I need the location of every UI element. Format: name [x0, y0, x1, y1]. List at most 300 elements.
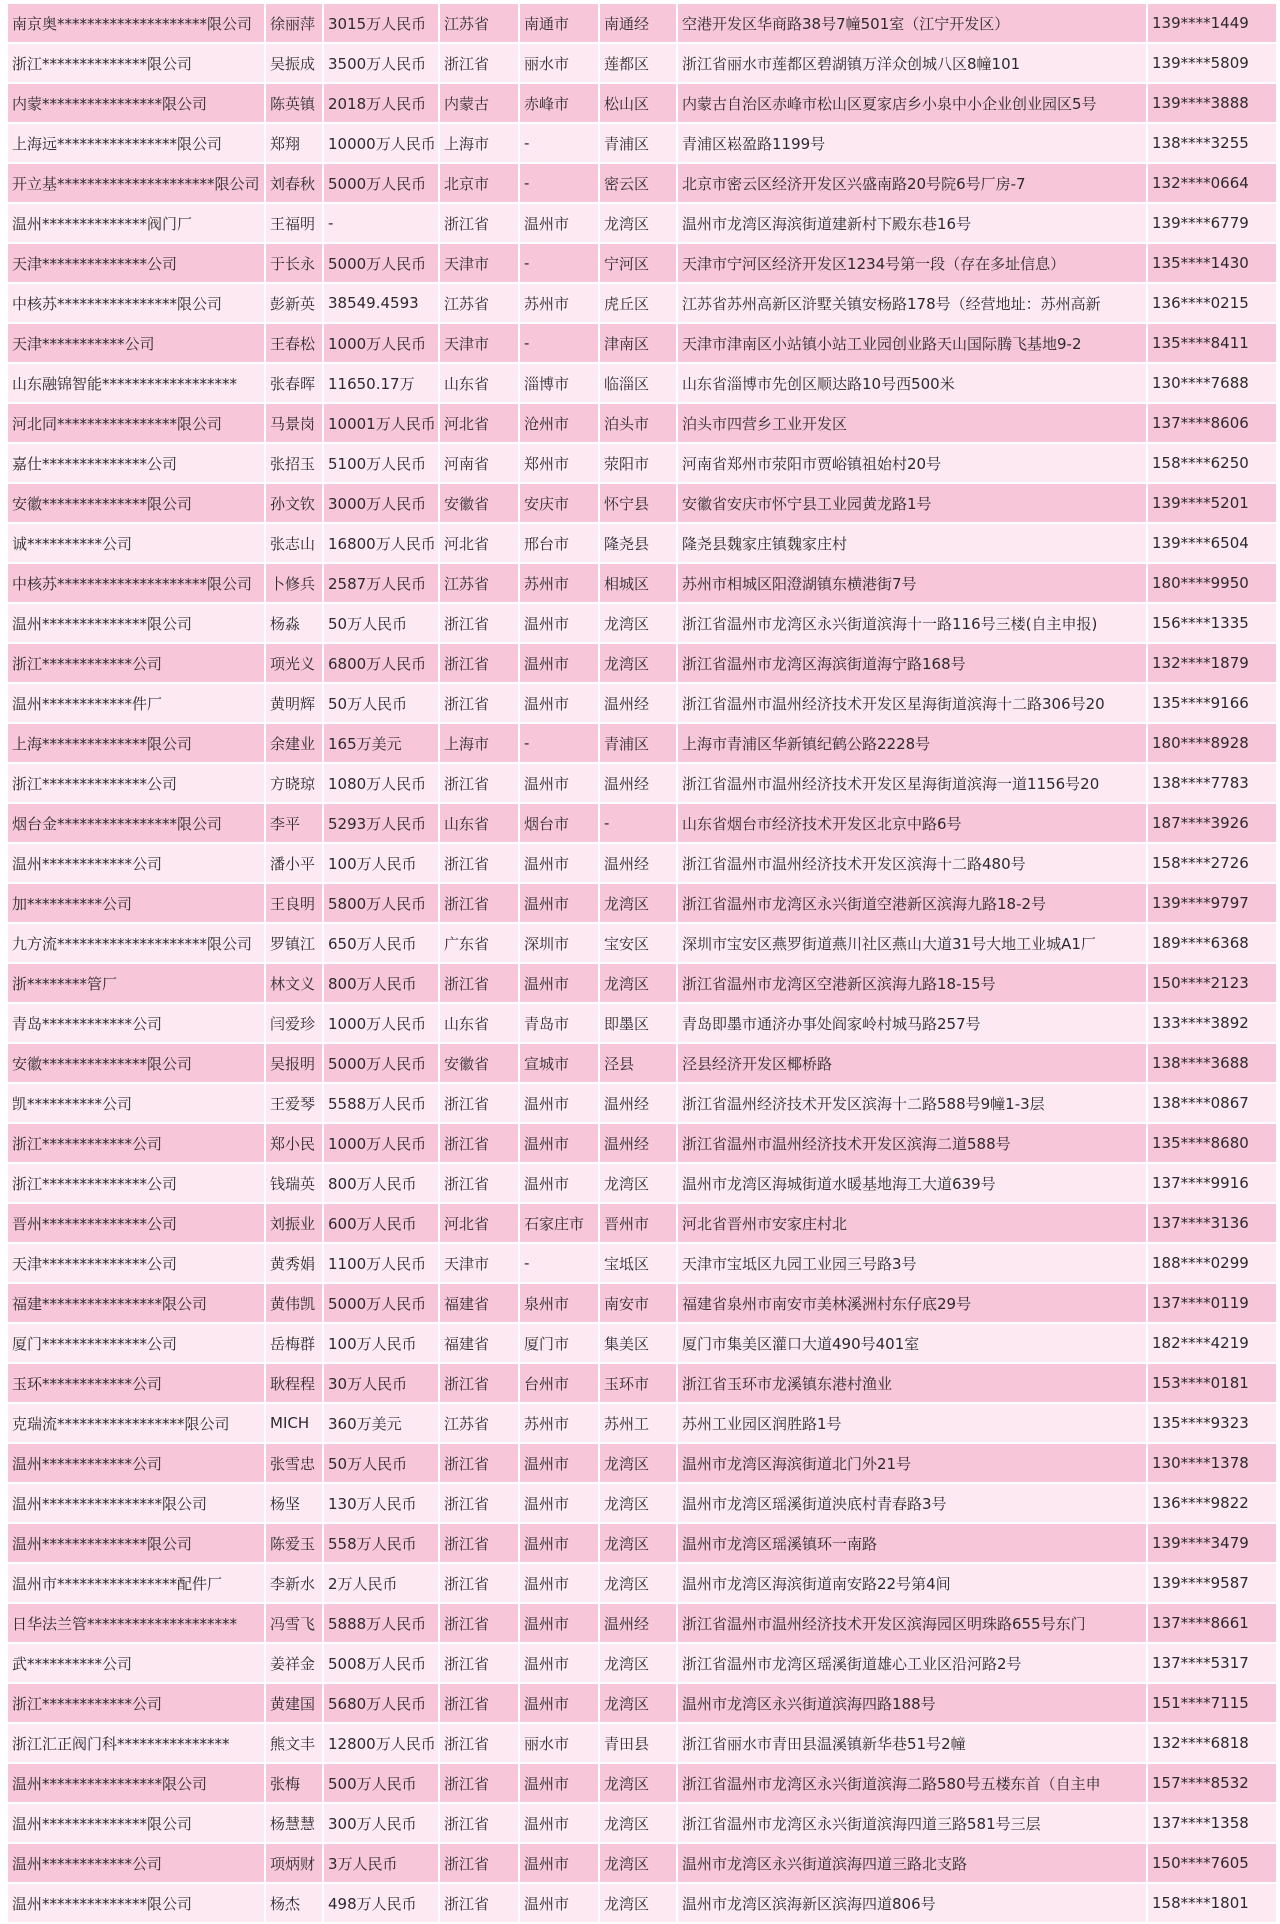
phone-cell: 157****8532: [1147, 1763, 1277, 1803]
district-cell: 龙湾区: [599, 883, 677, 923]
phone-cell: 133****3892: [1147, 1003, 1277, 1043]
registered-capital-cell: 800万人民币: [323, 1163, 439, 1203]
city-cell: -: [519, 243, 599, 283]
city-cell: 丽水市: [519, 1723, 599, 1763]
province-cell: 浙江省: [439, 1803, 519, 1843]
legal-person-cell: 彭新英: [265, 283, 323, 323]
city-cell: -: [519, 323, 599, 363]
district-cell: -: [599, 803, 677, 843]
address-cell: 天津市宝坻区九园工业园三号路3号: [677, 1243, 1147, 1283]
registered-capital-cell: 100万人民币: [323, 1323, 439, 1363]
table-row: [7, 763, 1277, 803]
legal-person-cell: 陈爱玉: [265, 1523, 323, 1563]
address-cell: 河南省郑州市荥阳市贾峪镇祖始村20号: [677, 443, 1147, 483]
phone-cell: 180****8928: [1147, 723, 1277, 763]
address-cell: 浙江省温州市龙湾区永兴街道空港新区滨海九路18-2号: [677, 883, 1147, 923]
province-cell: 浙江省: [439, 1723, 519, 1763]
table-row: [7, 323, 1277, 363]
city-cell: 温州市: [519, 1603, 599, 1643]
registered-capital-cell: 5293万人民币: [323, 803, 439, 843]
table-row: [7, 1883, 1277, 1923]
address-cell: 福建省泉州市南安市美林溪洲村东仔底29号: [677, 1283, 1147, 1323]
phone-cell: 139****5809: [1147, 43, 1277, 83]
registered-capital-cell: 50万人民币: [323, 603, 439, 643]
legal-person-cell: 陈英镇: [265, 83, 323, 123]
district-cell: 龙湾区: [599, 1843, 677, 1883]
province-cell: 浙江省: [439, 1603, 519, 1643]
legal-person-cell: 李平: [265, 803, 323, 843]
province-cell: 福建省: [439, 1323, 519, 1363]
city-cell: 苏州市: [519, 563, 599, 603]
district-cell: 相城区: [599, 563, 677, 603]
company-name-cell: 内蒙****************限公司: [7, 83, 265, 123]
registered-capital-cell: 3000万人民币: [323, 483, 439, 523]
registered-capital-cell: 1000万人民币: [323, 323, 439, 363]
province-cell: 江苏省: [439, 1403, 519, 1443]
registered-capital-cell: 5000万人民币: [323, 243, 439, 283]
city-cell: 温州市: [519, 1083, 599, 1123]
address-cell: 浙江省丽水市青田县温溪镇新华巷51号2幢: [677, 1723, 1147, 1763]
table-row: [7, 83, 1277, 123]
registered-capital-cell: 5000万人民币: [323, 1283, 439, 1323]
province-cell: 河南省: [439, 443, 519, 483]
city-cell: 安庆市: [519, 483, 599, 523]
registered-capital-cell: 5680万人民币: [323, 1683, 439, 1723]
district-cell: 龙湾区: [599, 1163, 677, 1203]
registered-capital-cell: 2018万人民币: [323, 83, 439, 123]
phone-cell: 130****7688: [1147, 363, 1277, 403]
registered-capital-cell: 2万人民币: [323, 1563, 439, 1603]
company-name-cell: 温州************公司: [7, 843, 265, 883]
city-cell: 深圳市: [519, 923, 599, 963]
city-cell: 温州市: [519, 603, 599, 643]
table-row: [7, 883, 1277, 923]
address-cell: 青浦区崧盈路1199号: [677, 123, 1147, 163]
table-row: [7, 803, 1277, 843]
company-name-cell: 温州****************限公司: [7, 1483, 265, 1523]
address-cell: 温州市龙湾区海城街道水暖基地海工大道639号: [677, 1163, 1147, 1203]
city-cell: 石家庄市: [519, 1203, 599, 1243]
phone-cell: 138****3255: [1147, 123, 1277, 163]
address-cell: 浙江省温州市温州经济技术开发区星海街道滨海十二路306号20: [677, 683, 1147, 723]
province-cell: 浙江省: [439, 1483, 519, 1523]
legal-person-cell: 李新水: [265, 1563, 323, 1603]
city-cell: -: [519, 123, 599, 163]
province-cell: 浙江省: [439, 643, 519, 683]
registered-capital-cell: 3500万人民币: [323, 43, 439, 83]
phone-cell: 138****7783: [1147, 763, 1277, 803]
legal-person-cell: 张梅: [265, 1763, 323, 1803]
company-name-cell: 温州************件厂: [7, 683, 265, 723]
address-cell: 苏州市相城区阳澄湖镇东横港街7号: [677, 563, 1147, 603]
table-row: [7, 403, 1277, 443]
city-cell: 苏州市: [519, 1403, 599, 1443]
company-name-cell: 浙江************公司: [7, 1123, 265, 1163]
address-cell: 浙江省温州市温州经济技术开发区滨海园区明珠路655号东门: [677, 1603, 1147, 1643]
district-cell: 温州经: [599, 683, 677, 723]
phone-cell: 130****1378: [1147, 1443, 1277, 1483]
phone-cell: 137****8606: [1147, 403, 1277, 443]
phone-cell: 188****0299: [1147, 1243, 1277, 1283]
district-cell: 密云区: [599, 163, 677, 203]
registered-capital-cell: 165万美元: [323, 723, 439, 763]
city-cell: 温州市: [519, 883, 599, 923]
registered-capital-cell: -: [323, 203, 439, 243]
address-cell: 浙江省温州市龙湾区永兴街道滨海十一路116号三楼(自主申报): [677, 603, 1147, 643]
company-name-cell: 烟台金****************限公司: [7, 803, 265, 843]
phone-cell: 150****7605: [1147, 1843, 1277, 1883]
province-cell: 江苏省: [439, 283, 519, 323]
address-cell: 天津市宁河区经济开发区1234号第一段（存在多址信息）: [677, 243, 1147, 283]
district-cell: 龙湾区: [599, 1523, 677, 1563]
city-cell: 温州市: [519, 203, 599, 243]
registered-capital-cell: 5588万人民币: [323, 1083, 439, 1123]
company-name-cell: 玉环************公司: [7, 1363, 265, 1403]
city-cell: 温州市: [519, 1883, 599, 1923]
table-row: [7, 363, 1277, 403]
registered-capital-cell: 1100万人民币: [323, 1243, 439, 1283]
district-cell: 津南区: [599, 323, 677, 363]
address-cell: 天津市津南区小站镇小站工业园创业路天山国际腾飞基地9-2: [677, 323, 1147, 363]
province-cell: 上海市: [439, 723, 519, 763]
company-name-cell: 浙********管厂: [7, 963, 265, 1003]
company-name-cell: 中核苏********************限公司: [7, 563, 265, 603]
district-cell: 温州经: [599, 763, 677, 803]
company-table: [6, 2, 1278, 1924]
address-cell: 安徽省安庆市怀宁县工业园黄龙路1号: [677, 483, 1147, 523]
table-row: [7, 523, 1277, 563]
province-cell: 山东省: [439, 363, 519, 403]
registered-capital-cell: 5800万人民币: [323, 883, 439, 923]
phone-cell: 139****6504: [1147, 523, 1277, 563]
company-name-cell: 安徽**************限公司: [7, 1043, 265, 1083]
province-cell: 浙江省: [439, 1563, 519, 1603]
registered-capital-cell: 5100万人民币: [323, 443, 439, 483]
address-cell: 浙江省温州市温州经济技术开发区滨海二道588号: [677, 1123, 1147, 1163]
company-name-cell: 温州**************阀门厂: [7, 203, 265, 243]
address-cell: 温州市龙湾区海滨街道北门外21号: [677, 1443, 1147, 1483]
phone-cell: 137****9916: [1147, 1163, 1277, 1203]
phone-cell: 139****5201: [1147, 483, 1277, 523]
table-row: [7, 1363, 1277, 1403]
company-name-cell: 浙江汇正阀门科***************: [7, 1723, 265, 1763]
province-cell: 浙江省: [439, 1763, 519, 1803]
district-cell: 龙湾区: [599, 603, 677, 643]
legal-person-cell: 方晓琼: [265, 763, 323, 803]
city-cell: -: [519, 723, 599, 763]
city-cell: 温州市: [519, 1763, 599, 1803]
table-row: [7, 243, 1277, 283]
province-cell: 浙江省: [439, 603, 519, 643]
table-row: [7, 1443, 1277, 1483]
phone-cell: 156****1335: [1147, 603, 1277, 643]
city-cell: 泉州市: [519, 1283, 599, 1323]
city-cell: 温州市: [519, 763, 599, 803]
company-name-cell: 浙江**************公司: [7, 1163, 265, 1203]
address-cell: 浙江省温州经济技术开发区滨海十二路588号9幢1-3层: [677, 1083, 1147, 1123]
phone-cell: 180****9950: [1147, 563, 1277, 603]
district-cell: 温州经: [599, 1603, 677, 1643]
registered-capital-cell: 2587万人民币: [323, 563, 439, 603]
registered-capital-cell: 5000万人民币: [323, 163, 439, 203]
registered-capital-cell: 558万人民币: [323, 1523, 439, 1563]
city-cell: 宣城市: [519, 1043, 599, 1083]
company-name-cell: 日华法兰管********************: [7, 1603, 265, 1643]
company-name-cell: 加**********公司: [7, 883, 265, 923]
legal-person-cell: 马景岗: [265, 403, 323, 443]
legal-person-cell: 杨慧慧: [265, 1803, 323, 1843]
legal-person-cell: 郑小民: [265, 1123, 323, 1163]
legal-person-cell: 张招玉: [265, 443, 323, 483]
legal-person-cell: MICH: [265, 1403, 323, 1443]
phone-cell: 158****6250: [1147, 443, 1277, 483]
company-name-cell: 克瑞流*****************限公司: [7, 1403, 265, 1443]
address-cell: 苏州工业园区润胜路1号: [677, 1403, 1147, 1443]
table-row: [7, 1563, 1277, 1603]
city-cell: 青岛市: [519, 1003, 599, 1043]
registered-capital-cell: 6800万人民币: [323, 643, 439, 683]
city-cell: 温州市: [519, 643, 599, 683]
address-cell: 上海市青浦区华新镇纪鹤公路2228号: [677, 723, 1147, 763]
district-cell: 泊头市: [599, 403, 677, 443]
district-cell: 莲都区: [599, 43, 677, 83]
district-cell: 温州经: [599, 843, 677, 883]
city-cell: 台州市: [519, 1363, 599, 1403]
registered-capital-cell: 10001万人民币: [323, 403, 439, 443]
district-cell: 龙湾区: [599, 203, 677, 243]
table-row: [7, 683, 1277, 723]
registered-capital-cell: 5000万人民币: [323, 1043, 439, 1083]
legal-person-cell: 刘春秋: [265, 163, 323, 203]
phone-cell: 135****9166: [1147, 683, 1277, 723]
phone-cell: 132****0664: [1147, 163, 1277, 203]
district-cell: 龙湾区: [599, 1883, 677, 1923]
address-cell: 浙江省温州市龙湾区空港新区滨海九路18-15号: [677, 963, 1147, 1003]
district-cell: 龙湾区: [599, 1483, 677, 1523]
city-cell: 温州市: [519, 683, 599, 723]
legal-person-cell: 卜修兵: [265, 563, 323, 603]
company-name-cell: 青岛************公司: [7, 1003, 265, 1043]
table-row: [7, 1243, 1277, 1283]
district-cell: 龙湾区: [599, 1643, 677, 1683]
table-row: [7, 1283, 1277, 1323]
phone-cell: 135****8680: [1147, 1123, 1277, 1163]
address-cell: 浙江省温州市龙湾区海滨街道海宁路168号: [677, 643, 1147, 683]
address-cell: 浙江省温州市温州经济技术开发区滨海十二路480号: [677, 843, 1147, 883]
legal-person-cell: 冯雪飞: [265, 1603, 323, 1643]
company-table-container: [6, 2, 1276, 1924]
province-cell: 浙江省: [439, 1363, 519, 1403]
legal-person-cell: 刘振业: [265, 1203, 323, 1243]
district-cell: 南通经: [599, 3, 677, 43]
legal-person-cell: 吴报明: [265, 1043, 323, 1083]
address-cell: 山东省淄博市先创区顺达路10号西500米: [677, 363, 1147, 403]
table-row: [7, 283, 1277, 323]
table-row: [7, 1043, 1277, 1083]
registered-capital-cell: 11650.17万: [323, 363, 439, 403]
district-cell: 玉环市: [599, 1363, 677, 1403]
phone-cell: 139****9797: [1147, 883, 1277, 923]
district-cell: 宝安区: [599, 923, 677, 963]
legal-person-cell: 黄明辉: [265, 683, 323, 723]
company-name-cell: 九方流********************限公司: [7, 923, 265, 963]
phone-cell: 137****5317: [1147, 1643, 1277, 1683]
address-cell: 温州市龙湾区滨海新区滨海四道806号: [677, 1883, 1147, 1923]
registered-capital-cell: 3015万人民币: [323, 3, 439, 43]
city-cell: 温州市: [519, 1643, 599, 1683]
province-cell: 内蒙古: [439, 83, 519, 123]
address-cell: 青岛即墨市通济办事处阎家岭村城马路257号: [677, 1003, 1147, 1043]
province-cell: 浙江省: [439, 843, 519, 883]
city-cell: 温州市: [519, 1443, 599, 1483]
table-row: [7, 1123, 1277, 1163]
table-row: [7, 163, 1277, 203]
company-name-cell: 天津***********公司: [7, 323, 265, 363]
province-cell: 河北省: [439, 1203, 519, 1243]
company-name-cell: 温州**************限公司: [7, 603, 265, 643]
province-cell: 浙江省: [439, 883, 519, 923]
district-cell: 宝坻区: [599, 1243, 677, 1283]
registered-capital-cell: 50万人民币: [323, 1443, 439, 1483]
city-cell: 温州市: [519, 1803, 599, 1843]
company-name-cell: 南京奥********************限公司: [7, 3, 265, 43]
address-cell: 泾县经济开发区椰桥路: [677, 1043, 1147, 1083]
city-cell: 淄博市: [519, 363, 599, 403]
registered-capital-cell: 600万人民币: [323, 1203, 439, 1243]
city-cell: 烟台市: [519, 803, 599, 843]
registered-capital-cell: 5888万人民币: [323, 1603, 439, 1643]
address-cell: 温州市龙湾区海滨街道建新村下殿东巷16号: [677, 203, 1147, 243]
city-cell: 温州市: [519, 1563, 599, 1603]
company-name-cell: 浙江**************公司: [7, 763, 265, 803]
city-cell: 郑州市: [519, 443, 599, 483]
registered-capital-cell: 10000万人民币: [323, 123, 439, 163]
legal-person-cell: 黄秀娟: [265, 1243, 323, 1283]
phone-cell: 139****1449: [1147, 3, 1277, 43]
district-cell: 晋州市: [599, 1203, 677, 1243]
table-row: [7, 1483, 1277, 1523]
registered-capital-cell: 498万人民币: [323, 1883, 439, 1923]
phone-cell: 158****2726: [1147, 843, 1277, 883]
legal-person-cell: 闫爱珍: [265, 1003, 323, 1043]
city-cell: 南通市: [519, 3, 599, 43]
company-name-cell: 天津**************公司: [7, 243, 265, 283]
registered-capital-cell: 1000万人民币: [323, 1003, 439, 1043]
phone-cell: 135****1430: [1147, 243, 1277, 283]
address-cell: 浙江省温州市龙湾区永兴街道滨海二路580号五楼东首（自主申: [677, 1763, 1147, 1803]
address-cell: 山东省烟台市经济技术开发区北京中路6号: [677, 803, 1147, 843]
phone-cell: 137****1358: [1147, 1803, 1277, 1843]
company-name-cell: 浙江**************限公司: [7, 43, 265, 83]
legal-person-cell: 罗镇江: [265, 923, 323, 963]
company-name-cell: 温州************公司: [7, 1843, 265, 1883]
company-name-cell: 厦门**************公司: [7, 1323, 265, 1363]
company-name-cell: 凯**********公司: [7, 1083, 265, 1123]
legal-person-cell: 王爱琴: [265, 1083, 323, 1123]
address-cell: 内蒙古自治区赤峰市松山区夏家店乡小泉中小企业创业园区5号: [677, 83, 1147, 123]
registered-capital-cell: 5008万人民币: [323, 1643, 439, 1683]
company-name-cell: 温州**************限公司: [7, 1803, 265, 1843]
company-name-cell: 浙江************公司: [7, 1683, 265, 1723]
table-row: [7, 1083, 1277, 1123]
legal-person-cell: 杨杰: [265, 1883, 323, 1923]
registered-capital-cell: 650万人民币: [323, 923, 439, 963]
company-name-cell: 嘉仕**************公司: [7, 443, 265, 483]
legal-person-cell: 杨淼: [265, 603, 323, 643]
district-cell: 龙湾区: [599, 963, 677, 1003]
phone-cell: 136****0215: [1147, 283, 1277, 323]
legal-person-cell: 黄建国: [265, 1683, 323, 1723]
phone-cell: 138****3688: [1147, 1043, 1277, 1083]
city-cell: 沧州市: [519, 403, 599, 443]
district-cell: 隆尧县: [599, 523, 677, 563]
phone-cell: 132****6818: [1147, 1723, 1277, 1763]
phone-cell: 137****0119: [1147, 1283, 1277, 1323]
district-cell: 泾县: [599, 1043, 677, 1083]
district-cell: 宁河区: [599, 243, 677, 283]
legal-person-cell: 熊文丰: [265, 1723, 323, 1763]
district-cell: 南安市: [599, 1283, 677, 1323]
registered-capital-cell: 100万人民币: [323, 843, 439, 883]
company-name-cell: 上海**************限公司: [7, 723, 265, 763]
company-name-cell: 浙江************公司: [7, 643, 265, 683]
city-cell: 温州市: [519, 1163, 599, 1203]
address-cell: 浙江省玉环市龙溪镇东港村渔业: [677, 1363, 1147, 1403]
table-row: [7, 603, 1277, 643]
table-row: [7, 1603, 1277, 1643]
table-row: [7, 1163, 1277, 1203]
province-cell: 浙江省: [439, 1123, 519, 1163]
phone-cell: 139****3888: [1147, 83, 1277, 123]
phone-cell: 139****3479: [1147, 1523, 1277, 1563]
table-row: [7, 1723, 1277, 1763]
company-name-cell: 天津**************公司: [7, 1243, 265, 1283]
province-cell: 山东省: [439, 803, 519, 843]
address-cell: 河北省晋州市安家庄村北: [677, 1203, 1147, 1243]
legal-person-cell: 王福明: [265, 203, 323, 243]
legal-person-cell: 于长永: [265, 243, 323, 283]
phone-cell: 135****8411: [1147, 323, 1277, 363]
province-cell: 浙江省: [439, 1683, 519, 1723]
district-cell: 临淄区: [599, 363, 677, 403]
phone-cell: 158****1801: [1147, 1883, 1277, 1923]
phone-cell: 139****9587: [1147, 1563, 1277, 1603]
province-cell: 山东省: [439, 1003, 519, 1043]
registered-capital-cell: 500万人民币: [323, 1763, 439, 1803]
phone-cell: 139****6779: [1147, 203, 1277, 243]
province-cell: 北京市: [439, 163, 519, 203]
province-cell: 安徽省: [439, 483, 519, 523]
city-cell: -: [519, 163, 599, 203]
city-cell: 丽水市: [519, 43, 599, 83]
province-cell: 天津市: [439, 323, 519, 363]
table-row: [7, 1203, 1277, 1243]
legal-person-cell: 黄伟凯: [265, 1283, 323, 1323]
table-row: [7, 43, 1277, 83]
company-name-cell: 温州****************限公司: [7, 1763, 265, 1803]
city-cell: 温州市: [519, 963, 599, 1003]
phone-cell: 182****4219: [1147, 1323, 1277, 1363]
district-cell: 苏州工: [599, 1403, 677, 1443]
table-row: [7, 203, 1277, 243]
province-cell: 浙江省: [439, 1643, 519, 1683]
company-name-cell: 开立基*********************限公司: [7, 163, 265, 203]
city-cell: 温州市: [519, 843, 599, 883]
legal-person-cell: 孙文钦: [265, 483, 323, 523]
address-cell: 浙江省丽水市莲都区碧湖镇万洋众创城八区8幢101: [677, 43, 1147, 83]
district-cell: 青浦区: [599, 723, 677, 763]
city-cell: 温州市: [519, 1683, 599, 1723]
